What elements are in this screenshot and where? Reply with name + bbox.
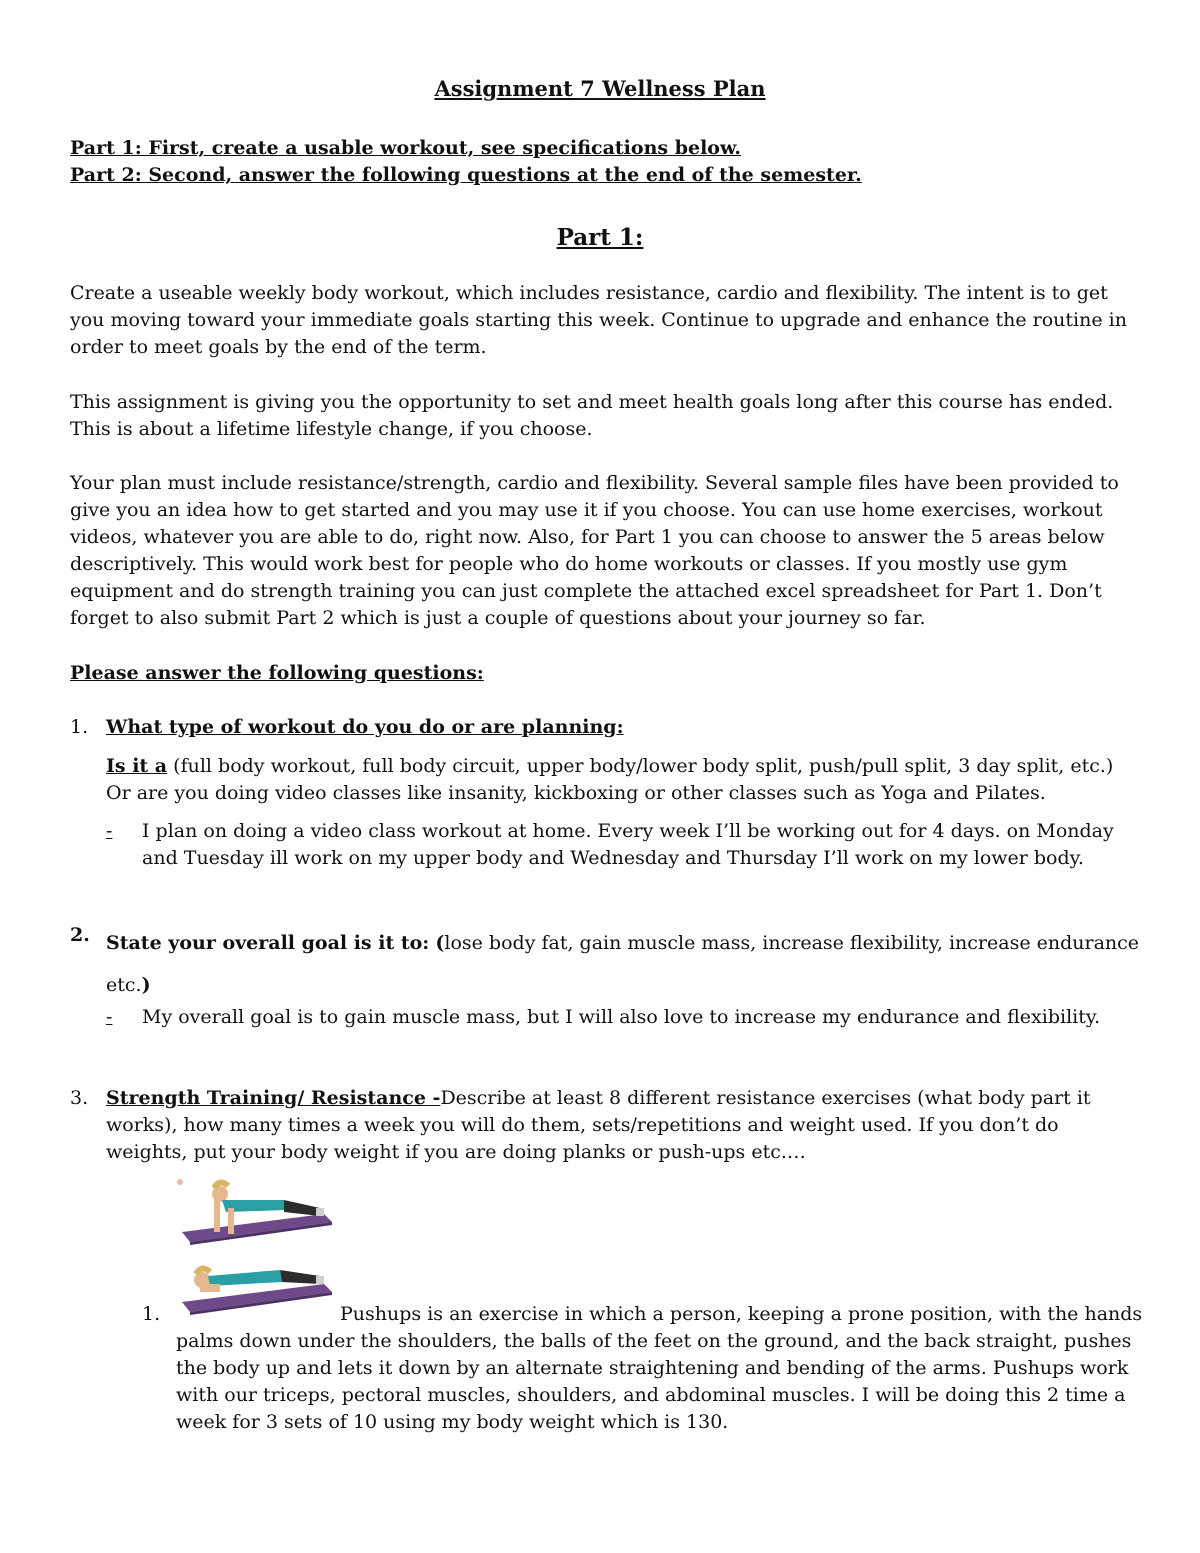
q3-description bbox=[106, 1085, 1140, 1166]
q2-answer: My overall goal is to gain muscle mass, but I will also love to increase my endurance and flexibility. bbox=[142, 1006, 1101, 1028]
exercise1-number: 1. bbox=[142, 1303, 161, 1325]
q2-answer-dash: - bbox=[106, 1006, 113, 1028]
q2-close-paren: ) bbox=[141, 974, 151, 996]
exercise1-text-first-line: Pushups is an exercise in which a person, keeping a prone position, with the hands bbox=[340, 1303, 1143, 1325]
intro-paragraph: Create a useable weekly body workout, which includes resistance, cardio and flexibility. The intent is to get you moving toward your immediate goals starting this week. Continue to upgrade and enhance the routine in order to meet goals by the end of the term. bbox=[70, 282, 1127, 358]
document-title: Assignment 7 Wellness Plan bbox=[434, 76, 766, 101]
q2-open-paren: ( bbox=[435, 932, 445, 954]
questions-heading: Please answer the following questions: bbox=[70, 662, 484, 684]
q2-description bbox=[106, 922, 1140, 1006]
q2-number: 2. bbox=[70, 924, 90, 946]
q1-number: 1. bbox=[70, 716, 89, 738]
q1-label: What type of workout do you do or are planning: bbox=[106, 716, 624, 738]
plan-requirements-paragraph: Your plan must include resistance/strength, cardio and flexibility. Several sample files have been provided to give you an idea how to get started and you may use it if you choose. You can use home exercises, workout videos, whatever you are able to do, right now. Also, for Part 1 you can choose to answer the 5 areas below descriptively. This would work best for people who do home workouts or classes. If you mostly use gym equipment and do strength training you can just complete the attached excel spreadsheet for Part 1. Don’t forget to also submit Part 2 which is just a couple of questions about your journey so far. bbox=[70, 472, 1119, 629]
q1-sub-text: (full body workout, full body circuit, upper body/lower body split, push/pull split, 3 day split, etc.) Or are you doing video classes like insanity, kickboxing or other classes such as Yoga and Pilates. bbox=[106, 755, 1114, 804]
part1-heading: Part 1: bbox=[556, 224, 644, 251]
q3-label: Strength Training/ Resistance - bbox=[106, 1087, 441, 1109]
exercise1-text: palms down under the shoulders, the balls of the feet on the ground, and the back straight, pushes the body up and lets it down by an alternate straightening and bending of the arms. Pushups work with our triceps, pectoral muscles, shoulders, and abdominal muscles. I will be doing this 2 time a week for 3 sets of 10 using my body weight which is 130. bbox=[176, 1330, 1132, 1433]
opportunity-paragraph: This assignment is giving you the opportunity to set and meet health goals long after this course has ended. This is about a lifetime lifestyle change, if you choose. bbox=[70, 391, 1114, 440]
q1-answer: I plan on doing a video class workout at home. Every week I’ll be working out for 4 days. on Monday and Tuesday ill work on my upper body and Wednesday and Thursday I’ll work on my lower body. bbox=[142, 820, 1114, 869]
q1-description bbox=[106, 753, 1140, 807]
q3-number: 3. bbox=[70, 1087, 89, 1109]
q2-text-cont: etc. bbox=[106, 974, 142, 996]
q1-answer-dash: - bbox=[106, 820, 113, 842]
pushup-illustration-image bbox=[174, 1172, 336, 1324]
q1-sub-label: Is it a bbox=[106, 755, 168, 777]
q2-label: State your overall goal is it to: bbox=[106, 932, 430, 954]
part1-instruction: Part 1: First, create a usable workout, see specifications below. bbox=[70, 137, 742, 159]
q2-text: lose body fat, gain muscle mass, increase flexibility, increase endurance bbox=[444, 932, 1140, 954]
q3-text: Describe at least 8 different resistance exercises (what body part it works), how many times a week you will do them, sets/repetitions and weight used. If you don’t do weights, put your body weight if you are doing planks or push-ups etc.… bbox=[106, 1087, 1091, 1163]
part2-instruction: Part 2: Second, answer the following questions at the end of the semester. bbox=[70, 164, 862, 186]
